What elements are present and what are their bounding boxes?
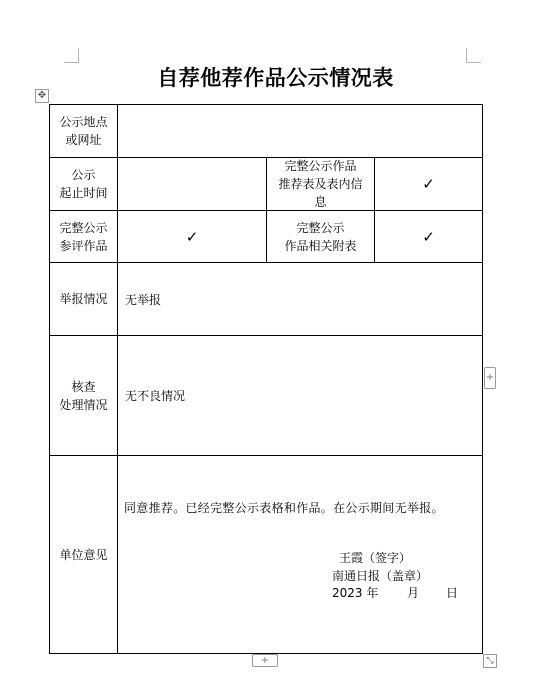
report-value-cell[interactable] <box>117 262 483 336</box>
attachments-label-cell <box>266 210 375 263</box>
form-check-cell[interactable] <box>374 157 483 211</box>
table-resize-handle-icon[interactable]: ⤡ <box>483 654 497 668</box>
period-label-line2: 起止时间 <box>59 186 108 200</box>
form-checkmark-icon: ✓ <box>422 175 435 193</box>
location-label-line2: 或网址 <box>65 133 102 147</box>
organization-seal: 南通日报（盖章） <box>332 569 429 583</box>
form-label-line3: 息 <box>314 195 327 209</box>
attachments-label-line1: 完整公示 <box>296 220 345 235</box>
report-label-cell <box>49 262 118 336</box>
check-value-cell[interactable] <box>117 335 483 456</box>
location-label-cell <box>49 104 118 158</box>
check-value: 无不良情况 <box>125 389 186 403</box>
date-day: 日 <box>446 586 459 600</box>
opinion-label-cell <box>49 455 118 654</box>
signer-name: 王霞（签字） <box>339 551 412 565</box>
check-label-cell <box>49 335 118 456</box>
date-month: 月 <box>407 586 420 600</box>
attachments-checkmark-icon: ✓ <box>422 227 435 246</box>
works-check-cell[interactable] <box>117 210 267 263</box>
table-move-handle-icon[interactable]: ✥ <box>35 89 49 103</box>
works-label-line2: 参评作品 <box>59 238 108 253</box>
form-label-cell <box>266 157 375 211</box>
document-title: 自荐他荐作品公示情况表 <box>157 66 394 90</box>
report-value: 无举报 <box>125 292 162 307</box>
opinion-value-cell[interactable] <box>117 455 483 654</box>
works-label-cell <box>49 210 118 263</box>
opinion-text: 同意推荐。已经完整公示表格和作品。在公示期间无举报。 <box>124 501 444 515</box>
check-label-line1: 核查 <box>71 379 96 394</box>
form-label-line1: 完整公示作品 <box>284 159 357 173</box>
report-label: 举报情况 <box>59 292 108 306</box>
works-label-line1: 完整公示 <box>59 220 108 235</box>
page-corner-mark-top-left <box>64 48 79 63</box>
location-value-cell[interactable] <box>117 104 483 158</box>
works-checkmark-icon: ✓ <box>185 227 199 246</box>
date-year: 2023 年 <box>332 586 379 600</box>
add-column-handle-icon[interactable]: + <box>484 367 496 389</box>
page-corner-mark-top-right <box>466 48 481 63</box>
add-row-handle-icon[interactable]: + <box>252 654 278 667</box>
attachments-label-line2: 作品相关附表 <box>284 238 357 253</box>
period-label-line1: 公示 <box>71 168 96 182</box>
form-label-line2: 推荐表及表内信 <box>278 177 363 191</box>
location-label-line1: 公示地点 <box>59 115 108 129</box>
period-label-cell <box>49 157 118 211</box>
attachments-check-cell[interactable] <box>374 210 483 263</box>
period-value-cell[interactable] <box>117 157 267 211</box>
check-label-line2: 处理情况 <box>59 397 108 412</box>
opinion-label: 单位意见 <box>59 547 108 562</box>
